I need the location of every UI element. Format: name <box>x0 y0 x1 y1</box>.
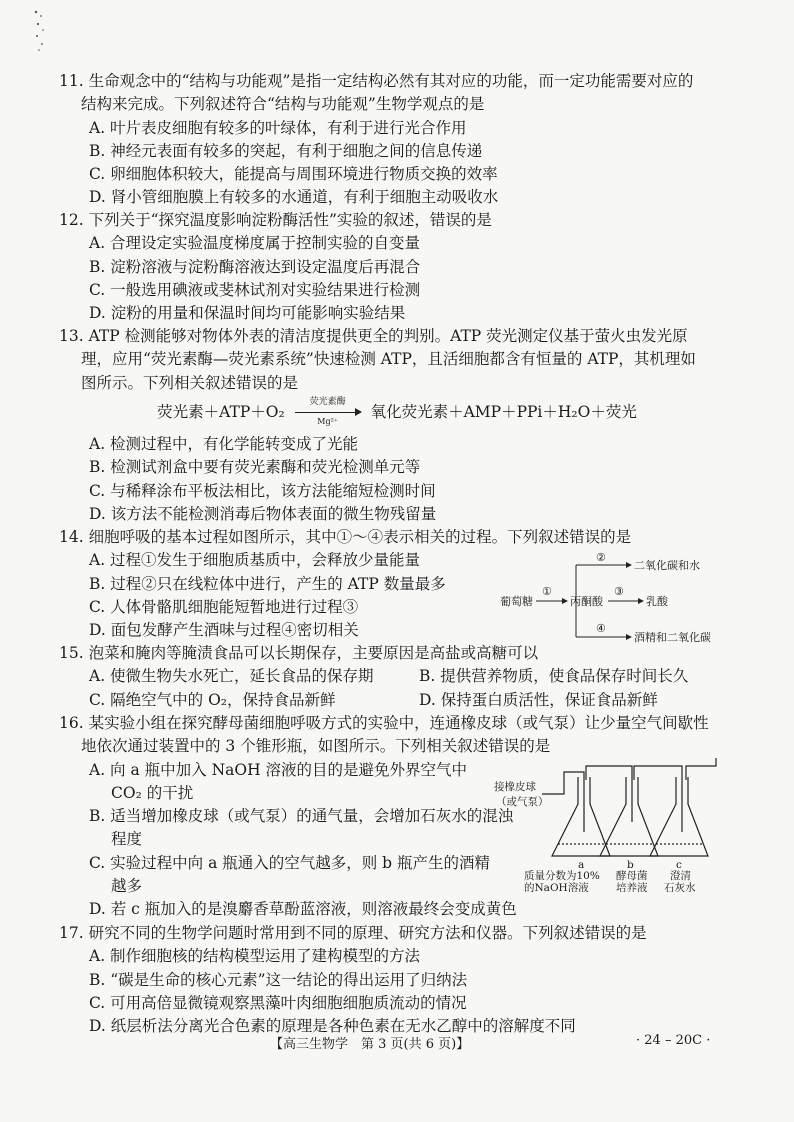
option-d: D. 该方法不能检测消毒后物体表面的微生物残留量 <box>89 504 437 523</box>
option-b: B. 过程②只在线粒体中进行，产生的 ATP 数量最多 <box>89 574 446 593</box>
enzyme-label: 荧光素酶 <box>309 397 346 407</box>
flask-b-content-1: 酵母菌 <box>616 870 648 882</box>
product-3-label: 乳酸 <box>646 595 668 608</box>
option-c: C. 可用高倍显微镜观察黑藻叶肉细胞细胞质流动的情况 <box>89 993 467 1012</box>
flask-b-label: b <box>627 859 634 871</box>
flask-c-content-1: 澄清 <box>670 870 691 882</box>
question-stem: 15. 泡菜和腌肉等腌渍食品可以长期保存，主要原因是高盐或高糖可以 <box>59 644 539 662</box>
question-stem: 14. 细胞呼吸的基本过程如图所示，其中①～④表示相关的过程。下列叙述错误的是 <box>59 528 632 546</box>
step-4-label: ④ <box>596 622 606 635</box>
equation-products: 氧化荧光素＋AMP＋PPi＋H₂O＋荧光 <box>370 403 637 421</box>
option-a: A. 叶片表皮细胞有较多的叶绿体，有利于进行光合作用 <box>89 118 467 137</box>
glucose-label: 葡萄糖 <box>500 595 533 608</box>
question-stem: 地依次通过装置中的 3 个锥形瓶，如图所示。下列相关叙述错误的是 <box>81 737 551 756</box>
step-1-label: ① <box>542 585 552 598</box>
option-b: B. 淀粉溶液与淀粉酶溶液达到设定温度后再混合 <box>89 257 421 276</box>
option-c: C. 隔绝空气中的 O₂，保持食品新鲜 <box>89 690 336 709</box>
question-stem: 11. 生命观念中的“结构与功能观”是指一定结构必然有其对应的功能，而一定功能需要对应的 <box>59 72 694 90</box>
option-c: C. 人体骨骼肌细胞能短暂地进行过程③ <box>89 597 359 616</box>
option-c: C. 与稀释涂布平板法相比，该方法能缩短检测时间 <box>89 481 436 500</box>
question-11 <box>59 70 693 210</box>
question-stem: 理，应用“荧光素酶—荧光素系统”快速检测 ATP，且活细胞都含有恒量的 ATP，其机理如 <box>81 350 696 369</box>
option-a: A. 制作细胞核的结构模型运用了建构模型的方法 <box>89 947 421 966</box>
option-a: A. 合理设定实验温度梯度属于控制实验的自变量 <box>89 234 421 253</box>
step-2-label: ② <box>596 552 606 564</box>
flask-c-content-2: 石灰水 <box>664 882 696 892</box>
option-d: D. 淀粉的用量和保温时间均可能影响实验结果 <box>89 304 406 323</box>
step-3-label: ③ <box>614 585 624 598</box>
option-b: B. 检测试剂盒中要有荧光素酶和荧光检测单元等 <box>89 458 421 477</box>
question-13-options <box>59 433 436 526</box>
equation-reactants: 荧光素＋ATP＋O₂ <box>157 403 285 421</box>
pump-label-2: （或气泵） <box>496 796 549 808</box>
option-b: B. 神经元表面有较多的突起，有利于细胞之间的信息传递 <box>89 141 483 160</box>
question-stem: 结构来完成。下列叙述符合“结构与功能观”生物学观点的是 <box>81 95 485 114</box>
pump-label-1: 接橡皮球 <box>494 781 536 793</box>
footer-page-info: 【高三生物学 第 3 页(共 6 页)】 <box>270 1037 470 1052</box>
question-stem: 17. 研究不同的生物学问题时常用到不同的原理、研究方法和仪器。下列叙述错误的是 <box>59 924 647 942</box>
flask-apparatus-diagram <box>494 752 764 892</box>
option-c: C. 卵细胞体积较大，能提高与周围环境进行物质交换的效率 <box>89 165 498 184</box>
option-d: D. 纸层析法分离光合色素的原理是各种色素在无水乙醇中的溶解度不同 <box>89 1017 576 1036</box>
options-row <box>59 665 688 688</box>
pyruvate-label: 丙酮酸 <box>570 595 603 608</box>
option-c: C. 实验过程中向 a 瓶通入的空气越多，则 b 瓶产生的酒精 <box>89 853 491 872</box>
option-a: A. 向 a 瓶中加入 NaOH 溶液的目的是避免外界空气中 <box>89 760 468 779</box>
reaction-equation <box>0 397 794 426</box>
product-4-label: 酒精和二氧化碳 <box>634 631 711 644</box>
question-stem: 13. ATP 检测能够对物体外表的清洁度提供更全的判别。ATP 荧光测定仪基于萤火虫发光原 <box>59 327 688 345</box>
reaction-arrow <box>293 397 363 426</box>
cofactor-label: Mg²⁺ <box>317 417 339 426</box>
respiration-diagram <box>500 552 760 647</box>
question-13 <box>59 325 696 395</box>
flask-c-label: c <box>676 859 682 871</box>
product-2-label: 二氧化碳和水 <box>634 559 700 572</box>
question-17 <box>59 922 647 1038</box>
question-stem: 12. 下列关于“探究温度影响淀粉酶活性”实验的叙述，错误的是 <box>59 211 492 229</box>
option-d: D. 面包发酵产生酒味与过程④密切相关 <box>89 621 359 640</box>
option-d: D. 若 c 瓶加入的是溴麝香草酚蓝溶液，则溶液最终会变成黄色 <box>89 900 517 919</box>
option-b: B. “碳是生命的核心元素”这一结论的得出运用了归纳法 <box>89 970 468 989</box>
option-a-cont: CO₂ 的干扰 <box>111 783 194 802</box>
question-15 <box>59 642 688 712</box>
options-row <box>59 689 688 712</box>
option-a: A. 使微生物失水死亡，延长食品的保存期 <box>89 667 374 686</box>
option-b: B. 适当增加橡皮球（或气泵）的通气量，会增加石灰水的混浊 <box>89 807 514 826</box>
option-a: A. 过程①发生于细胞质基质中，会释放少量能量 <box>89 551 421 570</box>
flask-a-content-1: 质量分数为10% <box>524 870 600 882</box>
option-b-cont: 程度 <box>111 830 143 849</box>
scan-artifact <box>32 6 50 54</box>
option-c: C. 一般选用碘液或斐林试剂对实验结果进行检测 <box>89 280 421 299</box>
option-d: D. 肾小管细胞膜上有较多的水通道，有利于细胞主动吸收水 <box>89 188 499 207</box>
option-b: B. 提供营养物质，使食品保存时间长久 <box>419 667 689 686</box>
option-a: A. 检测过程中，有化学能转变成了光能 <box>89 435 359 453</box>
question-12 <box>59 209 492 325</box>
flask-a-content-2: 的NaOH溶液 <box>524 882 589 892</box>
flask-a-label: a <box>578 859 585 871</box>
question-stem: 16. 某实验小组在探究酵母菌细胞呼吸方式的实验中，连通橡皮球（或气泵）让少量空气间歇性 <box>59 714 709 732</box>
footer-code: · 24 – 20C · <box>636 1033 711 1048</box>
flask-b-content-2: 培养液 <box>616 882 648 892</box>
option-c-cont: 越多 <box>111 877 143 896</box>
question-stem: 图所示。下列相关叙述错误的是 <box>81 373 299 392</box>
option-d: D. 保持蛋白质活性，保证食品新鲜 <box>419 690 658 709</box>
